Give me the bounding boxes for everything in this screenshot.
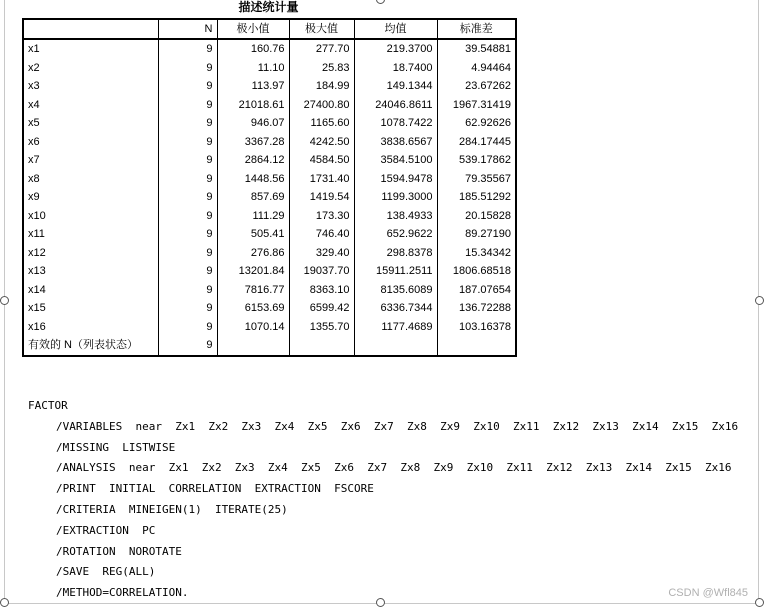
table-cell: 1806.68518 bbox=[437, 262, 516, 281]
table-cell: 652.9622 bbox=[354, 225, 437, 244]
syntax-line: /EXTRACTION PC bbox=[56, 523, 156, 537]
table-cell: 3367.28 bbox=[217, 133, 289, 152]
table-cell: 7816.77 bbox=[217, 281, 289, 300]
table-cell: 298.8378 bbox=[354, 244, 437, 263]
table-row bbox=[23, 39, 516, 59]
row-label: x11 bbox=[23, 225, 158, 244]
resize-handle-right[interactable] bbox=[755, 296, 764, 305]
table-cell: 185.51292 bbox=[437, 188, 516, 207]
table-row bbox=[23, 244, 516, 263]
table-row bbox=[23, 133, 516, 152]
table-cell: 113.97 bbox=[217, 77, 289, 96]
table-cell: 103.16378 bbox=[437, 318, 516, 337]
row-label: x6 bbox=[23, 133, 158, 152]
row-label: x15 bbox=[23, 299, 158, 318]
row-label: x7 bbox=[23, 151, 158, 170]
table-cell: 89.27190 bbox=[437, 225, 516, 244]
table-cell: 1078.7422 bbox=[354, 114, 437, 133]
table-cell: 39.54881 bbox=[437, 39, 516, 59]
row-label: x8 bbox=[23, 170, 158, 189]
table-cell: 3838.6567 bbox=[354, 133, 437, 152]
table-cell: 857.69 bbox=[217, 188, 289, 207]
factor-syntax-block bbox=[28, 396, 738, 604]
resize-handle-bottom-left[interactable] bbox=[0, 598, 9, 607]
table-cell: 2864.12 bbox=[217, 151, 289, 170]
table-cell: 160.76 bbox=[217, 39, 289, 59]
row-label: x13 bbox=[23, 262, 158, 281]
table-cell: 9 bbox=[158, 170, 217, 189]
table-cell: 9 bbox=[158, 188, 217, 207]
table-cell: 4584.50 bbox=[289, 151, 354, 170]
table-cell: 329.40 bbox=[289, 244, 354, 263]
table-cell: 277.70 bbox=[289, 39, 354, 59]
table-cell: 23.67262 bbox=[437, 77, 516, 96]
table-cell: 21018.61 bbox=[217, 96, 289, 115]
table-row bbox=[23, 299, 516, 318]
table-cell: 9 bbox=[158, 114, 217, 133]
table-cell: 6336.7344 bbox=[354, 299, 437, 318]
table-cell: 539.17862 bbox=[437, 151, 516, 170]
syntax-line: /SAVE REG(ALL) bbox=[56, 565, 156, 579]
table-cell: 9 bbox=[158, 336, 217, 356]
table-cell bbox=[437, 336, 516, 356]
table-cell: 9 bbox=[158, 318, 217, 337]
table-cell: 8363.10 bbox=[289, 281, 354, 300]
table-cell: 187.07654 bbox=[437, 281, 516, 300]
row-label: x10 bbox=[23, 207, 158, 226]
descriptive-stats-table bbox=[22, 18, 517, 357]
table-cell: 1967.31419 bbox=[437, 96, 516, 115]
syntax-line: /CRITERIA MINEIGEN(1) ITERATE(25) bbox=[56, 502, 288, 516]
syntax-line: /MISSING LISTWISE bbox=[56, 440, 176, 454]
syntax-line: /PRINT INITIAL CORRELATION EXTRACTION FSCORE bbox=[56, 482, 374, 496]
header-cell-n: N bbox=[158, 19, 217, 39]
table-cell: 15.34342 bbox=[437, 244, 516, 263]
table-cell: 136.72288 bbox=[437, 299, 516, 318]
table-cell: 11.10 bbox=[217, 59, 289, 78]
row-label: x4 bbox=[23, 96, 158, 115]
table-cell: 184.99 bbox=[289, 77, 354, 96]
row-label: x2 bbox=[23, 59, 158, 78]
table-cell: 3584.5100 bbox=[354, 151, 437, 170]
table-cell: 1070.14 bbox=[217, 318, 289, 337]
table-cell: 9 bbox=[158, 225, 217, 244]
table-row bbox=[23, 336, 516, 356]
row-label: x16 bbox=[23, 318, 158, 337]
table-cell: 9 bbox=[158, 207, 217, 226]
table-cell: 284.17445 bbox=[437, 133, 516, 152]
table-cell: 9 bbox=[158, 77, 217, 96]
table-cell: 4242.50 bbox=[289, 133, 354, 152]
table-cell: 1355.70 bbox=[289, 318, 354, 337]
table-cell: 138.4933 bbox=[354, 207, 437, 226]
table-title: 描述统计量 bbox=[238, 0, 299, 14]
table-cell: 173.30 bbox=[289, 207, 354, 226]
table-row bbox=[23, 318, 516, 337]
table-cell: 9 bbox=[158, 244, 217, 263]
table-cell: 20.15828 bbox=[437, 207, 516, 226]
table-cell: 219.3700 bbox=[354, 39, 437, 59]
table-header-row bbox=[23, 19, 516, 39]
table-cell: 1177.4689 bbox=[354, 318, 437, 337]
table-row bbox=[23, 114, 516, 133]
table-row bbox=[23, 281, 516, 300]
syntax-line: FACTOR bbox=[28, 399, 68, 412]
table-cell: 276.86 bbox=[217, 244, 289, 263]
table-cell: 9 bbox=[158, 262, 217, 281]
table-row bbox=[23, 207, 516, 226]
table-row bbox=[23, 151, 516, 170]
table-cell: 62.92626 bbox=[437, 114, 516, 133]
table-cell: 9 bbox=[158, 39, 217, 59]
syntax-line: /ANALYSIS near Zx1 Zx2 Zx3 Zx4 Zx5 Zx6 Zx7 Zx8 Zx9 Zx10 Zx11 Zx12 Zx13 Zx14 Zx15 Zx16 bbox=[56, 461, 732, 475]
header-cell-mean: 均值 bbox=[354, 19, 437, 39]
table-cell: 15911.2511 bbox=[354, 262, 437, 281]
row-label: x14 bbox=[23, 281, 158, 300]
table-cell: 19037.70 bbox=[289, 262, 354, 281]
table-cell: 1448.56 bbox=[217, 170, 289, 189]
table-cell: 6153.69 bbox=[217, 299, 289, 318]
table-cell: 4.94464 bbox=[437, 59, 516, 78]
table-cell bbox=[354, 336, 437, 356]
table-cell: 746.40 bbox=[289, 225, 354, 244]
table-row bbox=[23, 262, 516, 281]
table-row bbox=[23, 188, 516, 207]
table-cell: 18.7400 bbox=[354, 59, 437, 78]
header-cell-min: 极小值 bbox=[217, 19, 289, 39]
table-cell: 9 bbox=[158, 133, 217, 152]
syntax-line: /ROTATION NOROTATE bbox=[56, 544, 182, 558]
table-cell: 79.35567 bbox=[437, 170, 516, 189]
header-cell-std: 标准差 bbox=[437, 19, 516, 39]
row-label: x12 bbox=[23, 244, 158, 263]
syntax-line: /VARIABLES near Zx1 Zx2 Zx3 Zx4 Zx5 Zx6 Zx7 Zx8 Zx9 Zx10 Zx11 Zx12 Zx13 Zx14 Zx15 Zx16 bbox=[56, 419, 739, 433]
table-cell: 9 bbox=[158, 96, 217, 115]
table-cell: 111.29 bbox=[217, 207, 289, 226]
table-cell: 9 bbox=[158, 299, 217, 318]
table-cell: 8135.6089 bbox=[354, 281, 437, 300]
table-cell bbox=[289, 336, 354, 356]
header-cell bbox=[23, 19, 158, 39]
table-cell bbox=[217, 336, 289, 356]
table-cell: 1731.40 bbox=[289, 170, 354, 189]
table-cell: 505.41 bbox=[217, 225, 289, 244]
table-cell: 9 bbox=[158, 151, 217, 170]
table-cell: 25.83 bbox=[289, 59, 354, 78]
table-row bbox=[23, 77, 516, 96]
syntax-line: /METHOD=CORRELATION. bbox=[56, 586, 189, 600]
row-label: x5 bbox=[23, 114, 158, 133]
row-label: 有效的 N（列表状态） bbox=[23, 336, 158, 356]
header-cell-max: 极大值 bbox=[289, 19, 354, 39]
table-cell: 1199.3000 bbox=[354, 188, 437, 207]
table-cell: 9 bbox=[158, 281, 217, 300]
table-cell: 1165.60 bbox=[289, 114, 354, 133]
table-cell: 6599.42 bbox=[289, 299, 354, 318]
watermark: CSDN @Wfl845 bbox=[668, 587, 748, 599]
table-cell: 1419.54 bbox=[289, 188, 354, 207]
table-cell: 149.1344 bbox=[354, 77, 437, 96]
row-label: x1 bbox=[23, 39, 158, 59]
row-label: x3 bbox=[23, 77, 158, 96]
table-cell: 27400.80 bbox=[289, 96, 354, 115]
table-row bbox=[23, 96, 516, 115]
table-row bbox=[23, 170, 516, 189]
table-cell: 946.07 bbox=[217, 114, 289, 133]
table-row bbox=[23, 59, 516, 78]
table-cell: 1594.9478 bbox=[354, 170, 437, 189]
table-cell: 13201.84 bbox=[217, 262, 289, 281]
row-label: x9 bbox=[23, 188, 158, 207]
resize-handle-bottom-right[interactable] bbox=[755, 598, 764, 607]
table-cell: 9 bbox=[158, 59, 217, 78]
table-cell: 24046.8611 bbox=[354, 96, 437, 115]
table-row bbox=[23, 225, 516, 244]
resize-handle-left[interactable] bbox=[0, 296, 9, 305]
